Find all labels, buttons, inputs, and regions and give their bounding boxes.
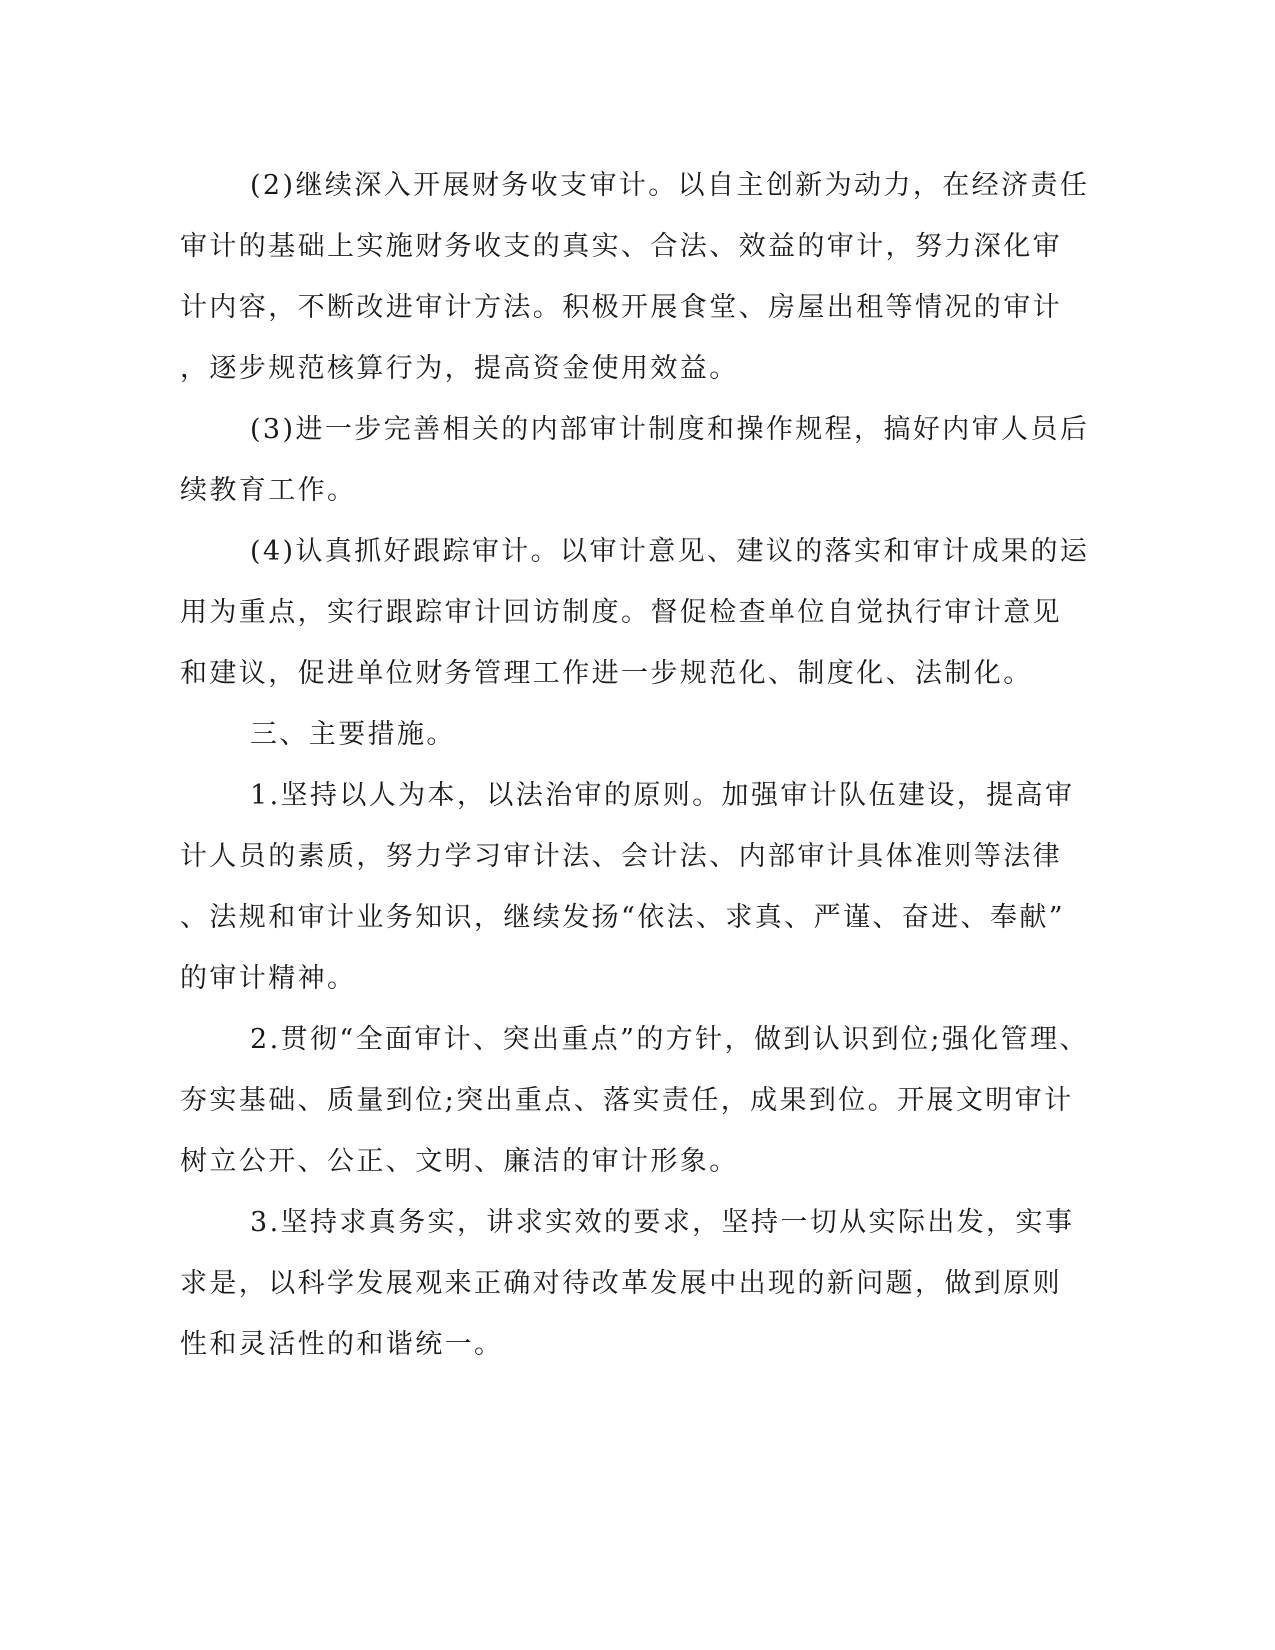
- section-heading: 三、主要措施。: [250, 719, 456, 750]
- measure-2-line-3: 树立公开、公正、文明、廉洁的审计形象。: [180, 1146, 739, 1177]
- measure-3-line-2: 求是，以科学发展观来正确对待改革发展中出现的新问题，做到原则: [180, 1268, 1062, 1299]
- paragraph-2-line-3: 计内容，不断改进审计方法。积极开展食堂、房屋出租等情况的审计: [180, 292, 1062, 323]
- measure-2-line-2: 夯实基础、质量到位;突出重点、落实责任，成果到位。开展文明审计: [180, 1085, 1074, 1116]
- measure-2-line-1: 2.贯彻“全面审计、突出重点”的方针，做到认识到位;强化管理、: [250, 1024, 1089, 1055]
- paragraph-2-line-4: ，逐步规范核算行为，提高资金使用效益。: [180, 353, 739, 384]
- measure-1-line-3: 、法规和审计业务知识，继续发扬“依法、求真、严谨、奋进、奉献”: [180, 902, 1066, 933]
- paragraph-4-line-3: 和建议，促进单位财务管理工作进一步规范化、制度化、法制化。: [180, 658, 1033, 689]
- document-body: [180, 155, 1090, 1375]
- paragraph-4-line-2: 用为重点，实行跟踪审计回访制度。督促检查单位自觉执行审计意见: [180, 597, 1062, 628]
- paragraph-3-line-2: 续教育工作。: [180, 475, 357, 506]
- paragraph-4-line-1: (4)认真抓好跟踪审计。以审计意见、建议的落实和审计成果的运: [250, 536, 1090, 567]
- paragraph-3-line-1: (3)进一步完善相关的内部审计制度和操作规程，搞好内审人员后: [250, 414, 1090, 445]
- measure-1-line-2: 计人员的素质，努力学习审计法、会计法、内部审计具体准则等法律: [180, 841, 1062, 872]
- measure-3-line-1: 3.坚持求真务实，讲求实效的要求，坚持一切从实际出发，实事: [250, 1207, 1075, 1238]
- paragraph-2-line-1: (2)继续深入开展财务收支审计。以自主创新为动力，在经济责任: [250, 170, 1090, 201]
- measure-1-line-4: 的审计精神。: [180, 963, 357, 994]
- paragraph-2-line-2: 审计的基础上实施财务收支的真实、合法、效益的审计，努力深化审: [180, 231, 1062, 262]
- measure-1-line-1: 1.坚持以人为本，以法治审的原则。加强审计队伍建设，提高审: [250, 780, 1075, 811]
- measure-3-line-3: 性和灵活性的和谐统一。: [180, 1329, 504, 1360]
